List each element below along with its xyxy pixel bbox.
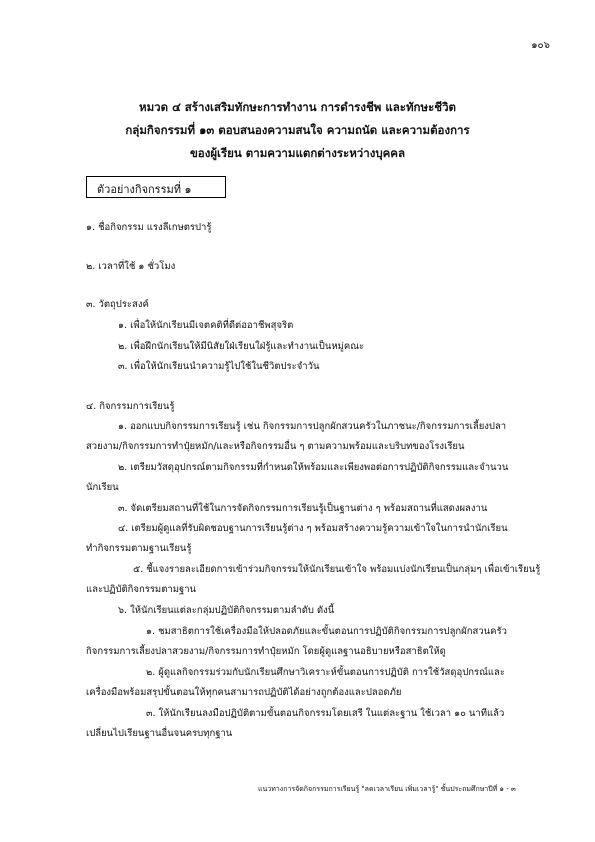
procedure-step: ๒. เตรียมวัสดุอุปกรณ์ตามกิจกรรมที่กำหนดให้พร้อมและเพียงพอต่อการปฏิบัติกิจกรรมและจำนวน: [118, 462, 509, 473]
activity-name: ๑. ชื่อกิจกรรม แรงลีเกษตรปารู้: [86, 222, 212, 233]
procedure-step-cont: และปฏิบัติกิจกรรมตามฐาน: [86, 584, 197, 595]
example-activity-label: ตัวอย่างกิจกรรมที่ ๑: [97, 183, 192, 196]
heading-line-2: กลุ่มกิจกรรมที่ ๑๓ ตอบสนองความสนใจ ความถนัด และความต้องการ: [125, 123, 470, 137]
procedure-step-cont: สวยงาม/กิจกรรมการทำปุ๋ยหมัก/และหรือกิจกรรมอื่น ๆ ตามความพร้อมและบริบทของโรงเรียน: [86, 441, 465, 452]
sub-step-cont: กิจกรรมการเลี้ยงปลาสวยงาม/กิจกรรมการทำปุ๋ยหมัก โดยผู้ดูแลฐานอธิบายหรือสาธิตให้ดู: [86, 646, 446, 657]
procedure-step-cont: นักเรียน: [86, 482, 119, 493]
objective-item: ๑. เพื่อให้นักเรียนมีเจตคติที่ดีต่ออาชีพสุจริต: [118, 320, 294, 331]
sub-step: ๓. ให้นักเรียนลงมือปฏิบัติตามขั้นตอนกิจกรรมโดยเสรี ในแต่ละฐาน ใช้เวลา ๑๐ นาทีแล้ว: [146, 708, 505, 719]
heading-line-3: ของผู้เรียน ตามความแตกต่างระหว่างบุคคล: [189, 146, 406, 160]
procedure-step: ๖. ให้นักเรียนแต่ละกลุ่มปฏิบัติกิจกรรมตามลำดับ ดังนี้: [118, 605, 335, 616]
procedure-step-cont: ทำกิจกรรมตามฐานเรียนรู้: [86, 543, 192, 554]
procedure-step: ๕. ชี้แจงรายละเอียดการเข้าร่วมกิจกรรมให้นักเรียนเข้าใจ พร้อมแบ่งนักเรียนเป็นกลุ่มๆ เพื่อเข้าเรียนรู้: [133, 564, 541, 575]
page-footer: แนวทางการจัดกิจกรรมการเรียนรู้ "ลดเวลาเรียน เพิ่มเวลารู้" ชั้นประถมศึกษาปีที่ ๑ - ๓: [258, 785, 516, 793]
objective-item: ๓. เพื่อให้นักเรียนนำความรู้ไปใช้ในชีวิตประจำวัน: [118, 361, 320, 372]
page-number: ๑๐๖: [531, 40, 550, 51]
sub-step: ๒. ผู้ดูแลกิจกรรมร่วมกับนักเรียนศึกษาวิเคราะห์ขั้นตอนการปฏิบัติ การใช้วัสดุอุปกรณ์และ: [146, 667, 505, 678]
procedures-heading: ๔. กิจกรรมการเรียนรู้: [86, 401, 175, 412]
sub-step-cont: เครื่องมือพร้อมสรุปขั้นตอนให้ทุกคนสามารถปฏิบัติได้อย่างถูกต้องและปลอดภัย: [86, 687, 402, 698]
procedure-step: ๔. เตรียมผู้ดูแลที่รับผิดชอบฐานการเรียนรู้ต่าง ๆ พร้อมสร้างความรู้ความเข้าใจในการนำนักเรียน: [118, 523, 508, 534]
activity-time: ๒. เวลาที่ใช้ ๑ ชั่วโมง: [86, 261, 176, 272]
sub-step-cont: เปลี่ยนไปเรียนฐานอื่นจนครบทุกฐาน: [86, 728, 233, 739]
procedure-step: ๓. จัดเตรียมสถานที่ใช้ในการจัดกิจกรรมการเรียนรู้เป็นฐานต่าง ๆ พร้อมสถานที่แสดงผลงาน: [118, 503, 488, 514]
objective-item: ๒. เพื่อฝึกนักเรียนให้มีนิสัยใฝ่เรียนใฝ่รู้และทำงานเป็นหมู่คณะ: [118, 341, 365, 352]
example-activity-box: [86, 176, 226, 198]
objectives-heading: ๓. วัตถุประสงค์: [86, 299, 149, 310]
chapter-heading: [0, 96, 595, 165]
heading-line-1: หมวด ๔ สร้างเสริมทักษะการทำงาน การดำรงชีพ และทักษะชีวิต: [138, 100, 457, 114]
procedure-step: ๑. ออกแบบกิจกรรมการเรียนรู้ เช่น กิจกรรมการปลูกผักสวนครัวในภาชนะ/กิจกรรมการเลี้ยงปลา: [118, 421, 507, 432]
sub-step: ๑. ชมสาธิตการใช้เครื่องมือให้ปลอดภัยและขั้นตอนการปฏิบัติกิจกรรมการปลูกผักสวนครัว: [146, 626, 507, 637]
